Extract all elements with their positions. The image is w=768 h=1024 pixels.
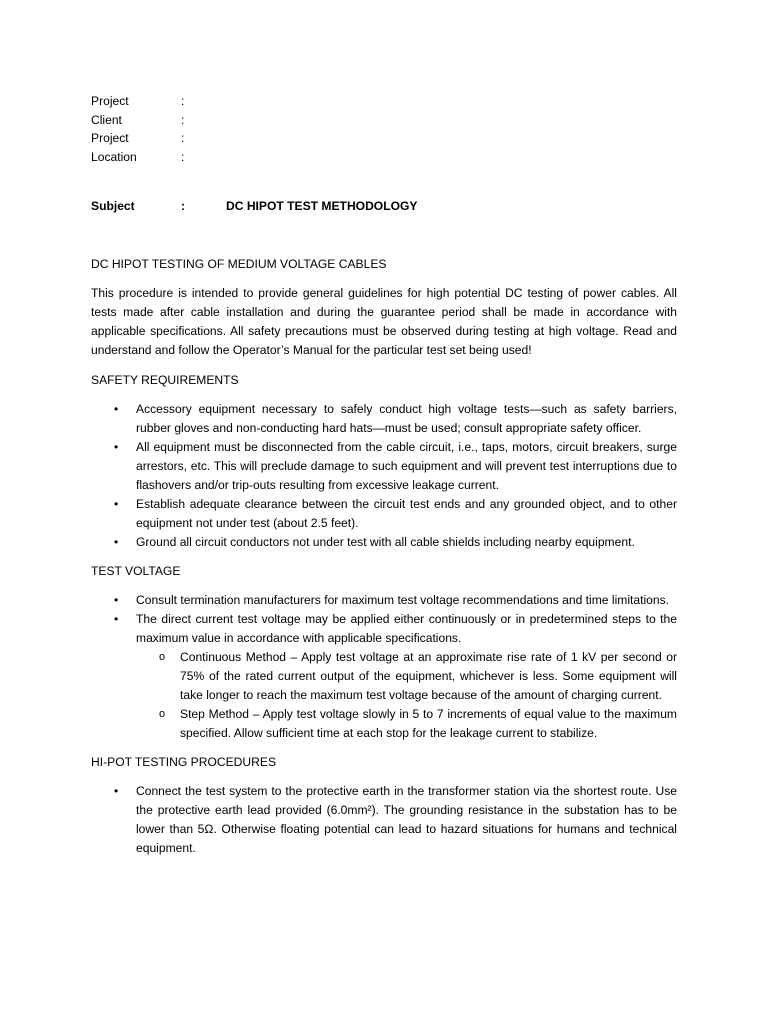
subject-line bbox=[91, 197, 418, 216]
field-label: Client bbox=[91, 112, 122, 127]
circle-bullet-icon: o bbox=[159, 651, 166, 663]
sub-list-item-text: Continuous Method – Apply test voltage at an approximate rise rate of 1 kV per second or 75% of the rated current output of the equipment, whichever is less. Some equipment will take longer to reach the maximum test voltage because of the amount of charging current. bbox=[180, 650, 677, 702]
bullet-icon: • bbox=[114, 593, 119, 607]
circle-bullet-icon: o bbox=[159, 708, 166, 720]
bullet-icon: • bbox=[114, 784, 119, 798]
list-item bbox=[91, 438, 677, 495]
intro-paragraph: This procedure is intended to provide general guidelines for high potential DC testing of power cables. All tests made after cable installation and during the guarantee period shall be made in accordance with applicable specifications. All safety precautions must be observed during testing at high voltage. Read and understand and follow the Operator’s Manual for the particular test set being used! bbox=[91, 286, 677, 357]
subject-label: Subject bbox=[91, 199, 135, 213]
sub-list-item bbox=[136, 648, 677, 705]
bullet-icon: • bbox=[114, 402, 119, 416]
sub-list-item-text: Step Method – Apply test voltage slowly in 5 to 7 increments of equal value to the maximum specified. Allow sufficient time at each stop for the leakage current to stabilize. bbox=[180, 707, 677, 740]
header-fields bbox=[91, 92, 226, 167]
field-colon: : bbox=[181, 112, 185, 127]
header-row-location bbox=[91, 148, 226, 167]
field-colon: : bbox=[181, 94, 185, 108]
safety-list bbox=[91, 400, 677, 552]
list-item-text: Connect the test system to the protective earth in the transformer station via the shortest route. Use the protective earth lead provided (6.0mm²). The grounding resistance in the substation has to be lower than 5Ω. Otherwise floating potential can lead to hazard situations for humans and technical equipment. bbox=[136, 784, 677, 855]
test-voltage-list bbox=[91, 591, 677, 743]
list-item-text: Consult termination manufacturers for maximum test voltage recommendations and time limitations. bbox=[136, 593, 670, 607]
document-title: DC HIPOT TESTING OF MEDIUM VOLTAGE CABLES bbox=[91, 257, 387, 271]
procedures-list bbox=[91, 782, 677, 858]
list-item bbox=[91, 533, 677, 552]
section-heading-test-voltage: TEST VOLTAGE bbox=[91, 564, 181, 578]
header-row-project bbox=[91, 92, 226, 111]
list-item bbox=[91, 495, 677, 533]
subject-value: DC HIPOT TEST METHODOLOGY bbox=[226, 199, 418, 213]
field-label: Location bbox=[91, 150, 137, 165]
sub-list-item bbox=[136, 705, 677, 743]
bullet-icon: • bbox=[114, 612, 119, 626]
field-label: Project bbox=[91, 94, 129, 108]
subject-colon: : bbox=[181, 199, 186, 213]
section-heading-procedures: HI-POT TESTING PROCEDURES bbox=[91, 755, 277, 769]
bullet-icon: • bbox=[114, 497, 119, 511]
list-item bbox=[91, 400, 677, 438]
header-row-client bbox=[91, 111, 226, 130]
bullet-icon: • bbox=[114, 440, 119, 454]
bullet-icon: • bbox=[114, 535, 119, 549]
list-item bbox=[91, 610, 677, 743]
list-item bbox=[91, 591, 677, 610]
list-item-text: The direct current test voltage may be applied either continuously or in predetermined steps to the maximum value in accordance with applicable specifications. bbox=[136, 612, 677, 645]
list-item-text: Ground all circuit conductors not under test with all cable shields including nearby equipment. bbox=[136, 535, 635, 549]
field-colon: : bbox=[181, 131, 185, 146]
method-list bbox=[136, 648, 677, 743]
document-body bbox=[91, 255, 677, 858]
list-item-text: All equipment must be disconnected from the cable circuit, i.e., taps, motors, circuit breakers, surge arrestors, etc. This will preclude damage to such equipment and will prevent test interruptions due to flashovers and/or trip-outs resulting from excessive leakage current. bbox=[136, 440, 677, 492]
field-colon: : bbox=[181, 150, 185, 165]
list-item bbox=[91, 782, 677, 858]
section-heading-safety: SAFETY REQUIREMENTS bbox=[91, 373, 239, 387]
list-item-text: Accessory equipment necessary to safely conduct high voltage tests—such as safety barriers, rubber gloves and non-conducting hard hats—must be used; consult appropriate safety officer. bbox=[136, 402, 677, 435]
header-row-project-2 bbox=[91, 129, 226, 148]
field-label: Project bbox=[91, 131, 129, 146]
list-item-text: Establish adequate clearance between the circuit test ends and any grounded object, and to other equipment not under test (about 2.5 feet). bbox=[136, 497, 677, 530]
